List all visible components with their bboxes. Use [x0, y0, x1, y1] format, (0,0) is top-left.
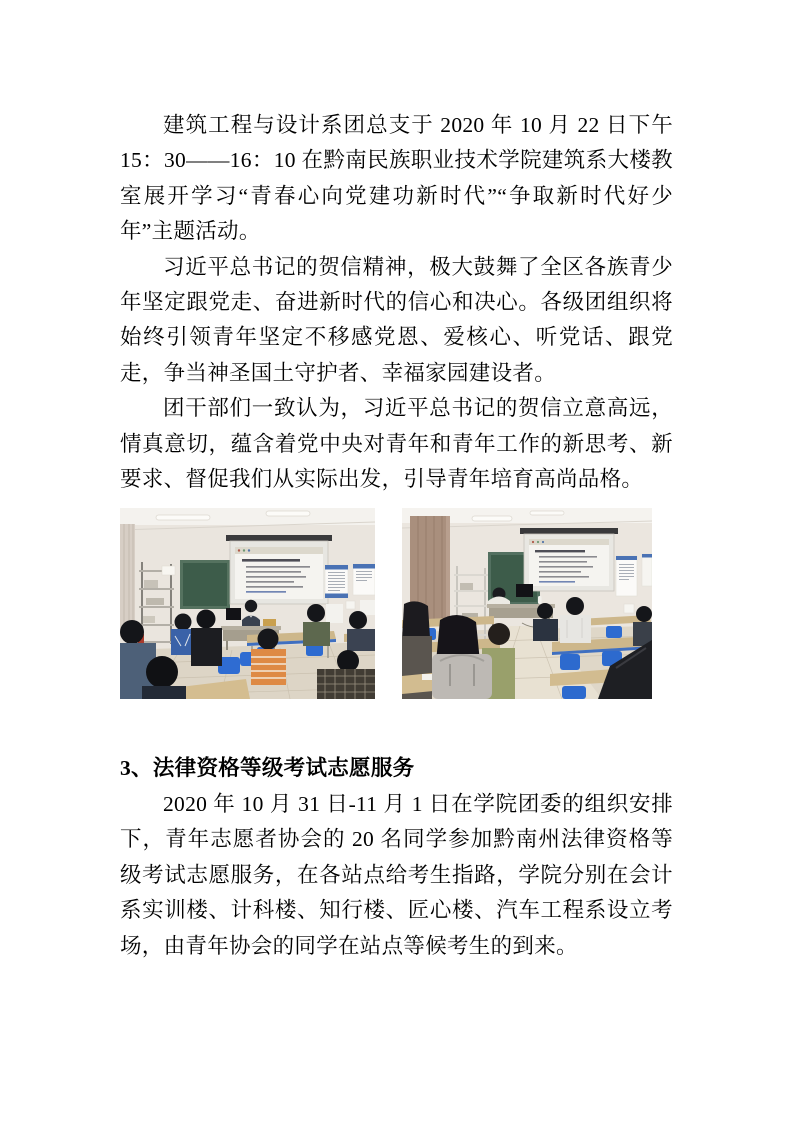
- projection-screen: [226, 535, 332, 604]
- paragraph-cadres: 团干部们一致认为，习近平总书记的贺信立意高远，情真意切，蕴含着党中央对青年和青年工作的新思考、新要求、督促我们从实际出发，引导青年培育高尚品格。: [120, 396, 673, 492]
- paragraph-legal-exam-volunteer: 2020 年 10 月 31 日-11 月 1 日在学院团委的组织安排下，青年志愿者协会的 20 名同学参加黔南州法律资格等级考试志愿服务，在各站点给考生指路，学院分别在会计系实训楼、计科楼、知行楼、匠心楼、汽车工程系设立考场，由青年协会的同学在站点等候考生的到来。: [120, 791, 673, 958]
- wall-notice: [162, 566, 175, 575]
- section-heading-legal-exam-volunteer: 3、法律资格等级考试志愿服务: [120, 756, 415, 781]
- classroom-photo-1-graphic: [120, 508, 375, 699]
- document-content: [120, 108, 673, 964]
- presentation-slide: [529, 539, 609, 586]
- classroom-photo-2: [402, 508, 652, 699]
- photo-row: [120, 508, 673, 699]
- chalkboard: [180, 560, 230, 609]
- classroom-photo-1: [120, 508, 375, 699]
- window-curtain: [120, 524, 135, 636]
- projection-screen: [520, 528, 618, 591]
- presentation-slide: [235, 547, 323, 599]
- paragraph-spirit: 习近平总书记的贺信精神，极大鼓舞了全区各族青少年坚定跟党走、奋进新时代的信心和决心。各级团组织将始终引领青年坚定不移感党恩、爱核心、听党话、跟党走，争当神圣国土守护者、幸福家园建设者。: [120, 254, 673, 385]
- classroom-photo-2-graphic: [402, 508, 652, 699]
- paragraph-activity-intro: 建筑工程与设计系团总支于 2020 年 10 月 22 日下午 15：30——16：10 在黔南民族职业技术学院建筑系大楼教室展开学习“青春心向党建功新时代”“争取新时代好少年”主题活动。: [120, 113, 673, 244]
